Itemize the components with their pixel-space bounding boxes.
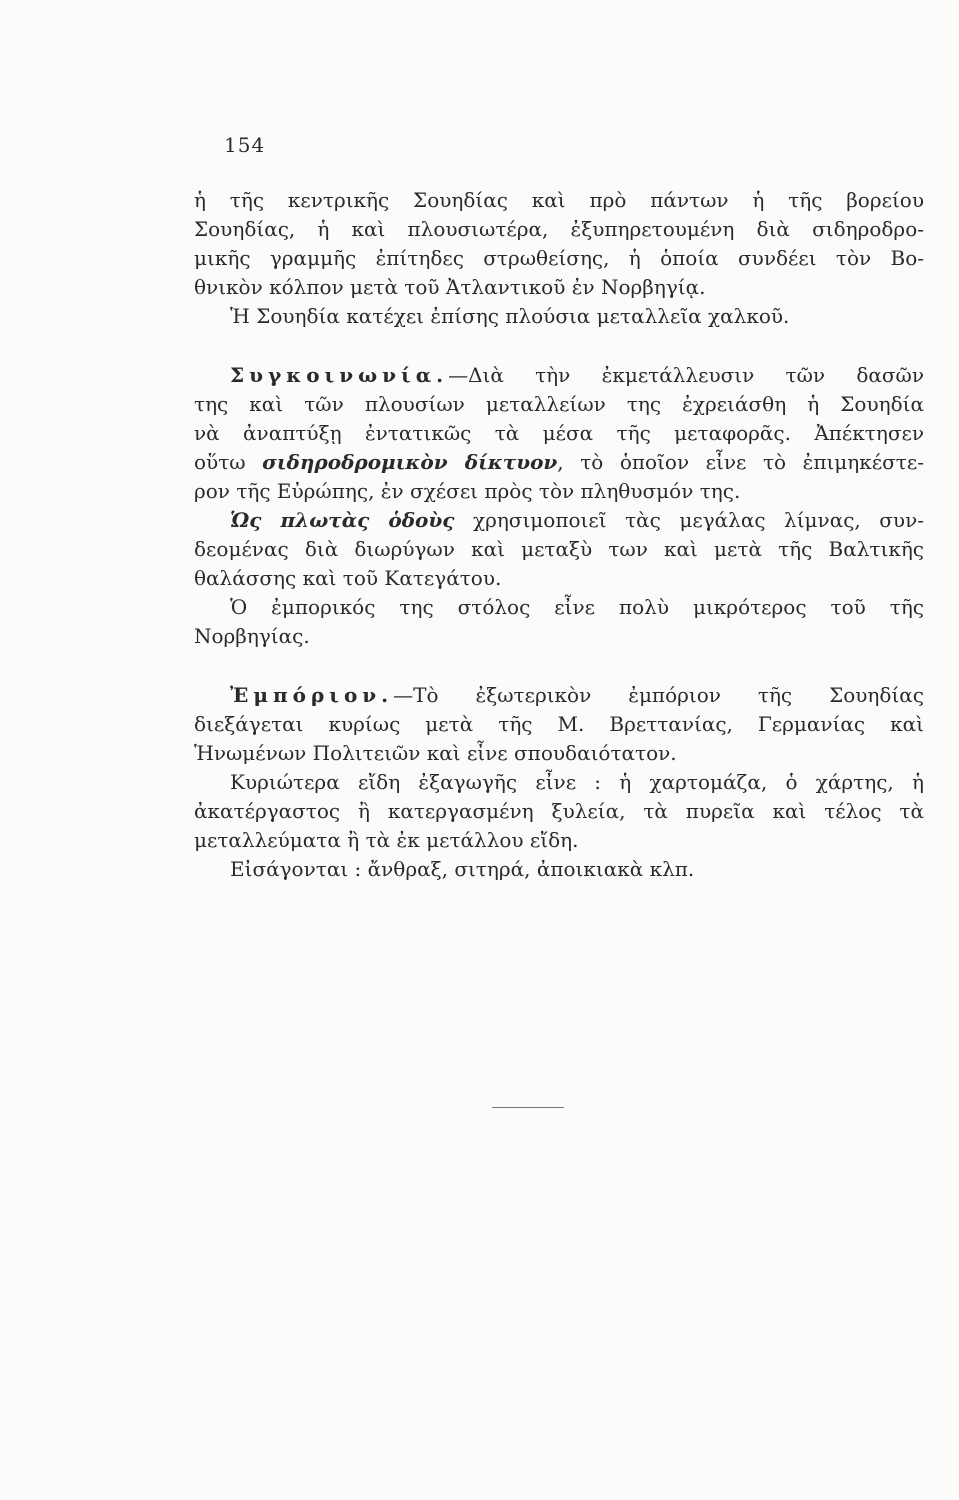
section-heading: Συγκοινωνία. bbox=[230, 363, 449, 387]
text-fragment: οὕτω bbox=[194, 450, 263, 474]
text-line: Εἰσάγονται : ἄνθραξ, σιτηρά, ἀποικιακὰ κλπ. bbox=[230, 857, 695, 881]
text-line: Σουηδίας, ἡ καὶ πλουσιωτέρα, ἐξυπηρετουμένη διὰ σιδηροδρο- bbox=[194, 217, 924, 241]
text-line: Νορβηγίας. bbox=[194, 624, 310, 648]
text-line: ἀκατέργαστος ἢ κατεργασμένη ξυλεία, τὰ πυρεῖα καὶ τέλος τὰ bbox=[194, 799, 924, 823]
text-line: θνικὸν κόλπον μετὰ τοῦ Ἀτλαντικοῦ ἐν Νορβηγίᾳ. bbox=[194, 275, 706, 299]
text-line: ἡ τῆς κεντρικῆς Σουηδίας καὶ πρὸ πάντων ἡ τῆς βορείου bbox=[194, 188, 924, 212]
text-line: νὰ ἀναπτύξῃ ἐντατικῶς τὰ μέσα τῆς μεταφορᾶς. Ἀπέκτησεν bbox=[194, 421, 924, 445]
emphasis: Ὡς πλωτὰς ὁδοὺς bbox=[230, 508, 455, 532]
body-text bbox=[194, 186, 924, 884]
text-fragment: χρησιμοποιεῖ τὰς μεγάλας λίμνας, συν- bbox=[454, 508, 924, 532]
text-line bbox=[194, 506, 924, 535]
divider bbox=[492, 1107, 564, 1108]
section-heading: Ἐμπόριον. bbox=[230, 683, 394, 707]
text-line: Ὁ ἐμπορικός της στόλος εἶνε πολὺ μικρότερος τοῦ τῆς bbox=[230, 595, 924, 619]
section-heading-text: —Τὸ ἐξωτερικὸν ἐμπόριον τῆς Σουηδίας bbox=[393, 683, 924, 707]
page-number: 154 bbox=[224, 133, 266, 157]
text-line: διεξάγεται κυρίως μετὰ τῆς Μ. Βρεττανίας, Γερμανίας καὶ bbox=[194, 712, 924, 736]
section-heading-text: —Διὰ τὴν ἐκμετάλλευσιν τῶν δασῶν bbox=[448, 363, 924, 387]
section-heading-line bbox=[194, 681, 924, 710]
text-line: ρον τῆς Εὐρώπης, ἐν σχέσει πρὸς τὸν πληθυσμόν της. bbox=[194, 479, 741, 503]
text-line bbox=[194, 448, 924, 477]
text-line: δεομένας διὰ διωρύγων καὶ μεταξὺ των καὶ μετὰ τῆς Βαλτικῆς bbox=[194, 537, 924, 561]
emphasis: σιδηροδρομικὸν δίκτυον bbox=[262, 450, 558, 474]
text-fragment: , τὸ ὁποῖον εἶνε τὸ ἐπιμηκέστε- bbox=[557, 450, 924, 474]
text-line: μεταλλεύματα ἢ τὰ ἐκ μετάλλου εἴδη. bbox=[194, 828, 579, 852]
section-heading-line bbox=[194, 361, 924, 390]
section-gap bbox=[194, 331, 924, 361]
text-line: μικῆς γραμμῆς ἐπίτηδες στρωθείσης, ἡ ὁποία συνδέει τὸν Βο- bbox=[194, 246, 924, 270]
text-line: θαλάσσης καὶ τοῦ Κατεγάτου. bbox=[194, 566, 502, 590]
section-gap bbox=[194, 651, 924, 681]
text-line: της καὶ τῶν πλουσίων μεταλλείων της ἐχρειάσθη ἡ Σουηδία bbox=[194, 392, 924, 416]
text-line: Ἡνωμένων Πολιτειῶν καὶ εἶνε σπουδαιότατον. bbox=[194, 741, 677, 765]
text-line: Ἡ Σουηδία κατέχει ἐπίσης πλούσια μεταλλεῖα χαλκοῦ. bbox=[230, 304, 790, 328]
text-line: Κυριώτερα εἴδη ἐξαγωγῆς εἶνε : ἡ χαρτομάζα, ὁ χάρτης, ἡ bbox=[230, 770, 924, 794]
